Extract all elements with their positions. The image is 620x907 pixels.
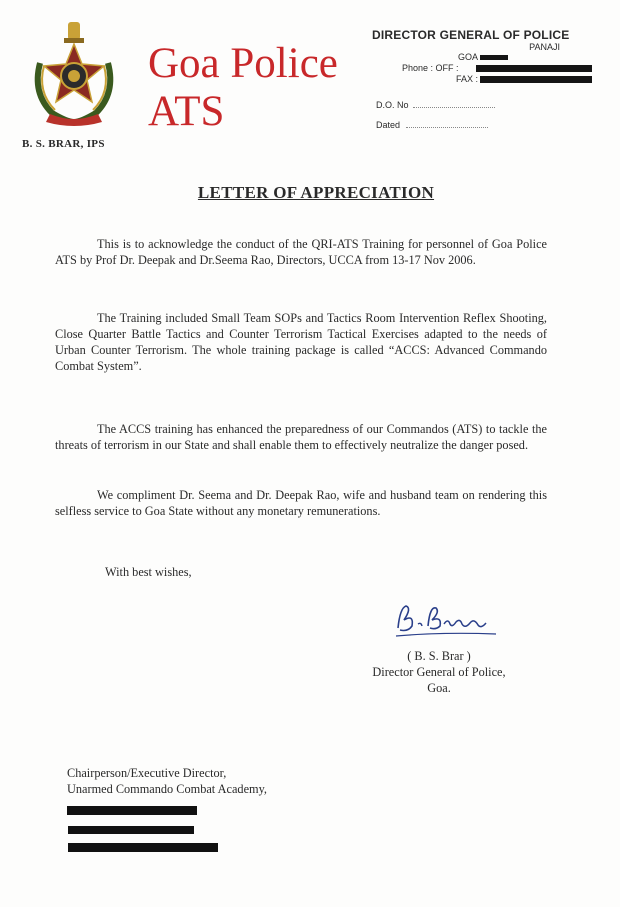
police-emblem-icon (22, 18, 126, 128)
addressee-block (67, 765, 267, 797)
addressee-line2: Unarmed Commando Combat Academy, (67, 782, 268, 796)
redaction-bar (480, 55, 508, 60)
dated-line (406, 127, 488, 128)
dated-row (376, 120, 488, 130)
fax-row (402, 74, 612, 85)
redaction-bar (480, 76, 592, 83)
signatory-block (340, 648, 538, 696)
address-city: GOA (458, 52, 478, 62)
letter-title: LETTER OF APPRECIATION (197, 183, 435, 202)
fax-label: FAX : (456, 74, 479, 84)
address-line2 (372, 52, 612, 62)
paragraph-1: This is to acknowledge the conduct of the QRI-ATS Training for personnel of Goa Police ATS by Prof Dr. Deepak and Dr.Seema Rao, Directors, UCCA from 13-17 Nov 2006. (55, 237, 547, 267)
paragraph-3: The ACCS training has enhanced the preparedness of our Commandos (ATS) to tackle the threats of terrorism in our State and shall enable them to effectively neutralize the danger posed. (55, 422, 547, 452)
paragraph-4: We compliment Dr. Seema and Dr. Deepak Rao, wife and husband team on rendering this selfless service to Goa State without any monetary remunerations. (55, 488, 547, 518)
address-line1: PANAJI (529, 42, 560, 52)
officer-name: B. S. BRAR, IPS (22, 138, 105, 150)
do-number-row (376, 100, 495, 110)
paragraph-2: The Training included Small Team SOPs and Tactics Room Intervention Reflex Shooting, Close Quarter Battle Tactics and Counter Terrorism Tactical Exercises adapted to the needs of Urban Counter Terrorism. The whole training package is called “ACCS: Advanced Commando Combat System”. (55, 311, 547, 373)
brand-title-line1: Goa Police (148, 40, 338, 87)
redaction-bar (68, 826, 194, 834)
signatory-place: Goa. (427, 681, 451, 695)
brand-title-line2: ATS (148, 88, 225, 135)
redaction-bar (67, 806, 197, 815)
dated-label: Dated (376, 120, 401, 130)
handwritten-signature (392, 598, 502, 644)
redaction-bar (476, 65, 592, 72)
signatory-title: Director General of Police, (372, 665, 506, 679)
addressee-line1: Chairperson/Executive Director, (67, 766, 227, 780)
office-block (372, 28, 612, 85)
signatory-name: ( B. S. Brar ) (407, 649, 471, 663)
closing-line: With best wishes, (105, 565, 192, 579)
do-number-line (413, 107, 495, 108)
phone-label: Phone : OFF : (402, 63, 459, 73)
do-label: D.O. No (376, 100, 409, 110)
phone-row (402, 63, 612, 74)
redaction-bar (68, 843, 218, 852)
office-title: DIRECTOR GENERAL OF POLICE (372, 28, 570, 42)
